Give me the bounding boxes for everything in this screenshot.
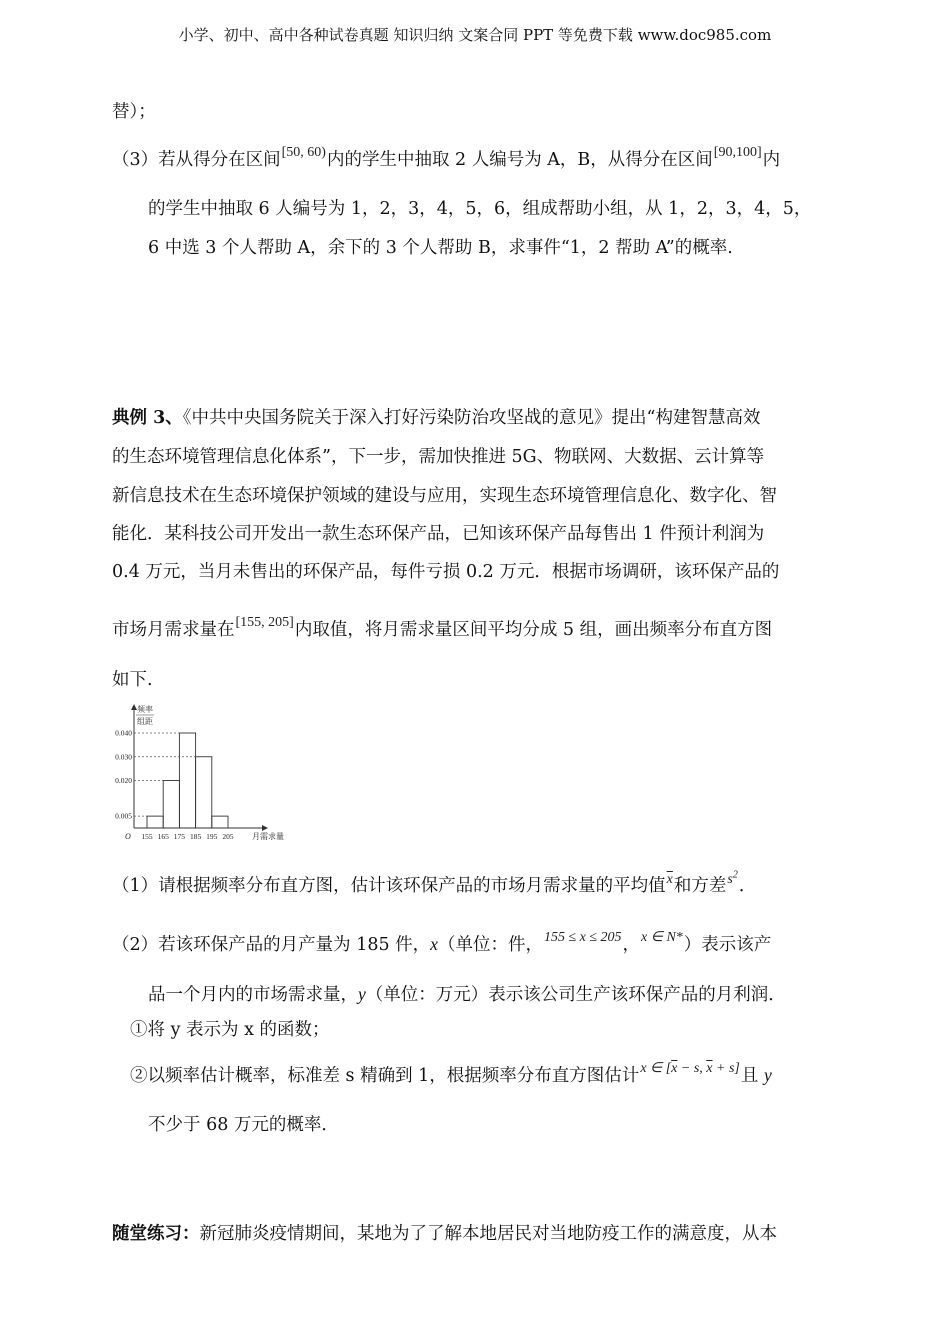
q2-y: y (358, 984, 366, 1004)
x-axis-label: 月需求量 (252, 832, 284, 841)
q2-text-b: （单位：件， (437, 935, 543, 955)
q2-ii-xbar-2: $\overline{x}$ (706, 1061, 713, 1076)
y-axis-label-top: 频率 (137, 705, 153, 714)
q2-ii-xbar-1: $\overline{x}$ (671, 1061, 678, 1076)
q1-text-b: 和方差 (673, 876, 727, 896)
q2-ii-text-a: ②以频率估计概率，标准差 s 精确到 1，根据频率分布直方图估计 (130, 1066, 640, 1086)
histogram-bar (163, 781, 179, 829)
example3-line-4: 能化．某科技公司开发出一款生态环保产品，已知该环保产品每售出 1 件预计利润为 (112, 524, 765, 544)
practice-line (112, 1226, 777, 1244)
example3-line-1 (112, 410, 760, 428)
histogram-bar (147, 816, 163, 828)
example3-line-3: 新信息技术在生态环境保护领域的建设与应用，实现生态环境管理信息化、数字化、智 (112, 486, 777, 506)
q2-text-a: （2）若该环保产品的月产量为 185 件， (112, 935, 431, 955)
example3-line-5: 0.4 万元，当月未售出的环保产品，每件亏损 0.2 万元．根据市场调研，该环保产品的 (112, 562, 780, 582)
q3-text-c: 内 (762, 150, 781, 170)
q1-text-a: （1）请根据频率分布直方图，估计该环保产品的市场月需求量的平均值 (112, 876, 666, 896)
practice-label: 随堂练习： (112, 1224, 200, 1244)
q2-x: x (430, 934, 438, 954)
question-1 (112, 869, 757, 896)
x-tick-label: 195 (206, 832, 218, 841)
example3-text-6a: 市场月需求量在 (112, 620, 235, 640)
question-2-line-1 (112, 930, 772, 955)
origin-label: O (125, 832, 131, 841)
question-2-line-2 (148, 986, 786, 1005)
q3-interval-1: [50, 60) (281, 145, 326, 160)
example3-text-6b: 内取值，将月需求量区间平均分成 5 组，画出频率分布直方图 (294, 620, 773, 640)
practice-text: 新冠肺炎疫情期间，某地为了了解本地居民对当地防疫工作的满意度，从本 (199, 1224, 777, 1244)
prev-q3-line (112, 145, 781, 170)
y-tick-label: 0.040 (115, 728, 132, 738)
q2-set: x ∈ N* (641, 930, 683, 945)
q2-range: 155 ≤ x ≤ 205 (543, 930, 622, 945)
q1-text-c: ． (738, 876, 757, 896)
q2-ii-y: y (763, 1065, 772, 1085)
frequency-histogram (112, 700, 312, 848)
y-tick-label: 0.005 (115, 811, 132, 821)
prev-line-4: 6 中选 3 个人帮助 A，余下的 3 个人帮助 B，求事件“1，2 帮助 A”的概率. (148, 238, 733, 258)
q3-text-b: 内的学生中抽取 2 人编号为 A，B，从得分在区间 (326, 150, 713, 170)
example3-line-2: 的生态环境管理信息化体系”，下一步，需加快推进 5G、物联网、大数据、云计算等 (112, 447, 765, 467)
example3-line-6 (112, 615, 773, 640)
q3-text-a: （3）若从得分在区间 (112, 150, 281, 170)
q2-text-c: ）表示该产 (683, 935, 772, 955)
y-tick-label: 0.020 (115, 776, 132, 785)
q3-interval-2: [90,100] (713, 145, 762, 160)
q1-square: 2 (732, 869, 738, 881)
x-tick-label: 155 (141, 832, 153, 841)
q1-s: s (727, 872, 733, 887)
prev-line-3: 的学生中抽取 6 人编号为 1，2，3，4，5，6，组成帮助小组，从 1，2，3，4，5， (148, 199, 812, 219)
y-axis-label-bottom: 组距 (137, 717, 153, 726)
example3-text-1: 《中共中央国务院关于深入打好污染防治攻坚战的意见》提出“构建智慧高效 (182, 408, 761, 428)
q2-ii-x-in: x ∈ [ (640, 1061, 672, 1076)
q2-l2-text-a: 品一个月内的市场需求量， (148, 985, 358, 1005)
question-2-part-ii (130, 1061, 772, 1086)
question-2-part-ii-line-2: 不少于 68 万元的概率． (148, 1115, 339, 1135)
q2-comma: ， (622, 935, 641, 955)
x-tick-label: 165 (157, 832, 169, 841)
histogram-bar (212, 816, 228, 828)
q1-mean-symbol: x (666, 872, 673, 887)
q2-ii-end: + s] (712, 1061, 740, 1076)
q2-ii-interval (639, 1061, 741, 1076)
y-tick-label: 0.030 (115, 752, 132, 762)
histogram-bar (179, 733, 195, 828)
x-tick-label: 205 (222, 832, 234, 841)
q2-l2-text-b: （单位：万元）表示该公司生产该环保产品的月利润． (365, 985, 786, 1005)
x-tick-label: 185 (189, 832, 202, 841)
histogram-bar (196, 757, 212, 828)
x-tick-label: 175 (173, 832, 186, 841)
example3-line-7: 如下. (112, 670, 153, 690)
prev-line-1: 替）； (112, 102, 156, 122)
question-2-part-i: ①将 y 表示为 x 的函数； (130, 1020, 330, 1040)
q2-ii-mid: − s, (677, 1061, 707, 1076)
example3-label: 典例 3、 (112, 408, 183, 428)
page-header: 小学、初中、高中各种试卷真题 知识归纳 文案合同 PPT 等免费下载 www.doc985.com (178, 26, 772, 44)
demand-interval: [155, 205] (235, 615, 294, 630)
q2-ii-text-b: 且 (740, 1066, 759, 1086)
x-axis-arrow (262, 825, 268, 831)
q1-variance-symbol (726, 869, 738, 887)
